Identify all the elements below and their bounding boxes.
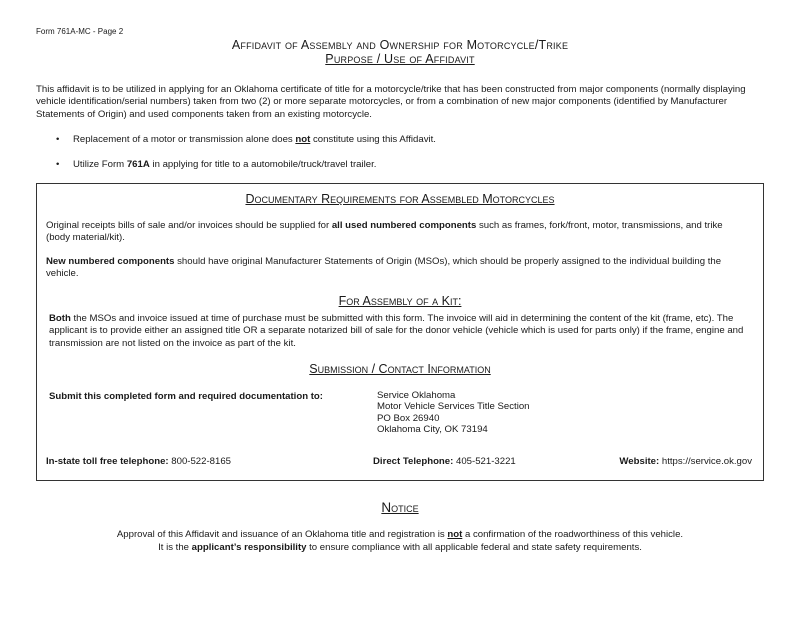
- bullet-text: Utilize Form: [73, 159, 127, 170]
- notice-heading: Notice: [381, 500, 419, 515]
- mailing-address: [377, 390, 530, 435]
- page-title: Affidavit of Assembly and Ownership for Motorcycle/Trike: [231, 38, 569, 52]
- para-emphasis: Both: [49, 313, 71, 324]
- notice-text-part: Approval of this Affidavit and issuance of an Oklahoma title and registration is: [116, 529, 448, 540]
- website-link[interactable]: https://service.ok.gov: [659, 456, 752, 467]
- bullet-item-form: [56, 159, 376, 170]
- bullet-text: Replacement of a motor or transmission alone does: [73, 134, 296, 145]
- direct-label: Direct Telephone:: [373, 456, 454, 467]
- tollfree-value: 800-522-8165: [168, 456, 232, 467]
- intro-paragraph: This affidavit is to be utilized in applying for an Oklahoma certificate of title for a motorcycle/trike that has been constructed from major components (normally displaying vehicle identification/serial numbers) taken from two (2) or more separate motorcycles, or from a combination of new major components (identified by Manufacturer Statements of Origin) and used components taken from an existing motorcycle.: [36, 84, 746, 120]
- bullet-text: constitute using this Affidavit.: [310, 134, 436, 145]
- para-text: such as frames, fork/front, motor, transmissions, and trike (body material/kit).: [46, 220, 723, 244]
- website: [619, 456, 752, 467]
- para-emphasis: all used numbered components: [331, 220, 477, 231]
- para-text: the MSOs and invoice issued at time of purchase must be submitted with this form. The invoice will aid in determining the content of the kit (frame, etc). The applicant is to provide either an assigned title OR a separate notarized bill of sale for the donor vehicle (vehicle which is used for parts only) if the frame, engine and transmission are not listed on the invoice as part of the kit.: [49, 313, 744, 349]
- notice-line: [0, 529, 800, 542]
- notice-text-part: It is the: [158, 541, 192, 553]
- notice-text-part: to ensure compliance with all applicable federal and state safety requirements.: [306, 541, 642, 553]
- address-line: Oklahoma City, OK 73194: [377, 423, 488, 435]
- notice-emphasis: applicant’s responsibility: [191, 541, 307, 553]
- para-text: Original receipts bills of sale and/or invoices should be supplied for: [46, 220, 332, 231]
- address-line: Service Oklahoma: [377, 390, 456, 401]
- tollfree-telephone: [46, 456, 231, 467]
- page-subtitle: Purpose / Use of Affidavit: [325, 52, 475, 66]
- direct-value: 405-521-3221: [453, 456, 516, 467]
- bullet-emphasis: not: [295, 134, 311, 145]
- tollfree-label: In-state toll free telephone:: [46, 456, 169, 467]
- bullet-item-motor: [56, 134, 436, 145]
- submission-heading: Submission / Contact Information: [309, 362, 491, 376]
- notice-text: [0, 529, 800, 554]
- documentary-heading: Documentary Requirements for Assembled Motorcycles: [245, 192, 555, 206]
- website-label: Website:: [619, 456, 660, 467]
- submission-label: Submit this completed form and required documentation to:: [49, 391, 323, 402]
- direct-telephone: [373, 456, 516, 467]
- bullet-icon: •: [56, 134, 60, 145]
- kit-heading: For Assembly of a Kit:: [338, 294, 462, 308]
- documentary-paragraph-new: [46, 256, 746, 281]
- bullet-emphasis: 761A: [126, 159, 150, 170]
- kit-paragraph: [49, 313, 749, 350]
- address-line: PO Box 26940: [377, 412, 440, 424]
- address-line: Motor Vehicle Services Title Section: [377, 401, 530, 413]
- notice-text-part: a confirmation of the roadworthiness of this vehicle.: [462, 529, 684, 540]
- bullet-text: in applying for title to a automobile/truck/travel trailer.: [149, 159, 377, 170]
- para-text: should have original Manufacturer Statements of Origin (MSOs), which should be properly assigned to the individual building the vehicle.: [46, 256, 722, 280]
- documentary-paragraph-used: [46, 220, 746, 245]
- form-id: Form 761A-MC - Page 2: [36, 27, 124, 36]
- bullet-icon: •: [56, 159, 60, 170]
- notice-emphasis: not: [447, 529, 463, 540]
- para-emphasis: New numbered components: [46, 256, 175, 267]
- notice-line: [0, 542, 800, 555]
